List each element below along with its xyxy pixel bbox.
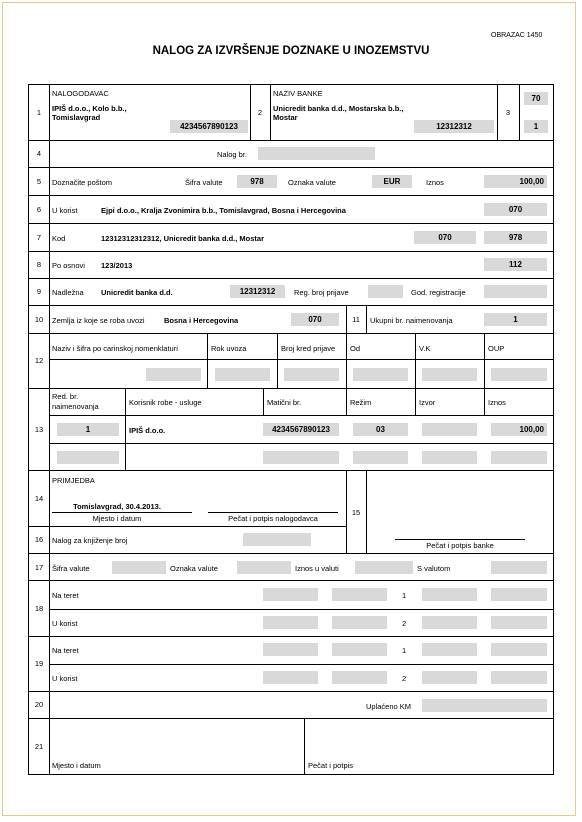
oznaka17-label: Oznaka valute xyxy=(170,564,218,573)
kod-label: Kod xyxy=(52,234,66,243)
knjizenje-label: Nalog za knjiženje broj xyxy=(52,536,128,545)
osnov-code-field[interactable]: 112 xyxy=(484,258,547,271)
mjesto-datum-21-label: Mjesto i datum xyxy=(52,761,101,770)
zemlja-code-field[interactable]: 070 xyxy=(291,313,339,326)
na-teret-19-num: 1 xyxy=(402,646,407,655)
korist-code-field[interactable]: 070 xyxy=(484,203,547,216)
maticni-label: Matični br. xyxy=(267,398,302,407)
izvor-field-2[interactable] xyxy=(422,451,477,464)
box3-bottom-field[interactable]: 1 xyxy=(524,120,548,133)
u-korist-19-field-b[interactable] xyxy=(332,671,387,684)
na-teret-18-field-b[interactable] xyxy=(332,588,387,601)
oznaka-valute-field[interactable]: EUR xyxy=(372,175,412,188)
row-number: 21 xyxy=(34,742,44,751)
korisnik-label: Korisnik robe - usluge xyxy=(129,398,202,407)
row-number: 15 xyxy=(351,508,361,517)
iznos13-field[interactable]: 100,00 xyxy=(491,423,547,436)
red-br-field[interactable]: 1 xyxy=(57,423,119,436)
form-code: OBRAZAC 1450 xyxy=(491,32,543,39)
naziv-sifra-label: Naziv i šifra po carinskoj nomenklaturi xyxy=(52,344,178,353)
osnov-value: 123/2013 xyxy=(101,261,133,270)
maticni-field-2[interactable] xyxy=(263,451,339,464)
uplaceno-field[interactable] xyxy=(422,699,547,712)
nadlezna-label: Nadležna xyxy=(52,288,84,297)
god-registracije-label: God. registracije xyxy=(411,288,466,297)
row-number: 10 xyxy=(34,315,44,324)
ukupni-field[interactable]: 1 xyxy=(484,313,547,326)
row-number: 4 xyxy=(36,149,42,158)
korist-value: Ejpi d.o.o., Kralja Zvonimira b.b., Tomislavgrad, Bosna i Hercegovina xyxy=(101,206,346,215)
row-number: 20 xyxy=(34,700,44,709)
banka-name: Unicredit banka d.d., Mostarska b.b., xyxy=(273,104,404,113)
row-number: 2 xyxy=(257,108,263,117)
u-korist-19-field-d[interactable] xyxy=(491,671,547,684)
zemlja-value: Bosna i Hercegovina xyxy=(164,316,239,325)
rezim-field-2[interactable] xyxy=(353,451,408,464)
maticni-field[interactable]: 4234567890123 xyxy=(263,423,339,436)
row-number: 13 xyxy=(34,425,44,434)
row-number: 19 xyxy=(34,659,44,668)
mjesto-datum-label: Mjesto i datum xyxy=(92,514,142,523)
iznos13-label: Iznos xyxy=(488,398,506,407)
rok-uvoza-field[interactable] xyxy=(215,368,270,381)
osnov-label: Po osnovi xyxy=(52,261,85,270)
na-teret-18-field-c[interactable] xyxy=(422,588,477,601)
iznos17-field[interactable] xyxy=(355,561,413,574)
iznos13-field-2[interactable] xyxy=(491,451,547,464)
naziv-sifra-field[interactable] xyxy=(146,368,201,381)
red-br-field-2[interactable] xyxy=(57,451,119,464)
row-number: 16 xyxy=(34,535,44,544)
u-korist-19-field-a[interactable] xyxy=(263,671,318,684)
u-korist-18-label: U korist xyxy=(52,619,78,628)
uplaceno-label: Uplaćeno KM xyxy=(366,702,412,711)
oup-label: OUP xyxy=(488,344,505,353)
sifra17-field[interactable] xyxy=(112,561,166,574)
row-number: 9 xyxy=(36,287,42,296)
row-number: 8 xyxy=(36,260,42,269)
na-teret-19-label: Na teret xyxy=(52,646,79,655)
korist-label: U korist xyxy=(52,206,78,215)
banka-label: NAZIV BANKE xyxy=(273,89,323,98)
sifra17-label: Šifra valute xyxy=(52,564,90,573)
s-valutom-field[interactable] xyxy=(491,561,547,574)
na-teret-18-num: 1 xyxy=(402,591,407,600)
oup-field[interactable] xyxy=(491,368,547,381)
od-field[interactable] xyxy=(353,368,408,381)
row-number: 17 xyxy=(34,563,44,572)
na-teret-18-field-a[interactable] xyxy=(263,588,318,601)
kod-code2-field[interactable]: 978 xyxy=(484,231,547,244)
knjizenje-field[interactable] xyxy=(243,533,311,546)
box3-top-field[interactable]: 70 xyxy=(524,92,548,105)
rok-uvoza-label: Rok uvoza xyxy=(211,344,247,353)
u-korist-18-num: 2 xyxy=(402,619,407,628)
oznaka-valute-label: Oznaka valute xyxy=(288,178,336,187)
korisnik-value: IPIŠ d.o.o. xyxy=(129,426,166,435)
row-number: 7 xyxy=(36,233,42,242)
u-korist-18-field-d[interactable] xyxy=(491,616,547,629)
sifra-valute-field[interactable]: 978 xyxy=(237,175,277,188)
form-title: NALOG ZA IZVRŠENJE DOZNAKE U INOZEMSTVU xyxy=(152,45,430,57)
nalogodavac-id-field[interactable]: 4234567890123 xyxy=(170,120,248,133)
vk-label: V.K xyxy=(419,344,431,353)
iznos17-label: Iznos u valuti xyxy=(295,564,339,573)
row-number: 5 xyxy=(36,177,42,186)
u-korist-18-field-a[interactable] xyxy=(263,616,318,629)
u-korist-18-field-b[interactable] xyxy=(332,616,387,629)
oznaka17-field[interactable] xyxy=(237,561,291,574)
kred-prijave-label: Broj kred prijave xyxy=(281,344,336,353)
na-teret-19-field-a[interactable] xyxy=(263,643,318,656)
iznos-field[interactable]: 100,00 xyxy=(484,175,547,188)
row-number: 18 xyxy=(34,604,44,613)
u-korist-19-num: 2 xyxy=(402,674,407,683)
pecat-banke-label: Pečat i potpis banke xyxy=(426,541,494,550)
banka-code-field[interactable]: 12312312 xyxy=(414,120,494,133)
row-number: 12 xyxy=(34,356,44,365)
row-number: 11 xyxy=(352,315,360,324)
row-number: 6 xyxy=(36,205,42,214)
na-teret-18-label: Na teret xyxy=(52,591,79,600)
rezim-label: Režim xyxy=(350,398,372,407)
nadlezna-value: Unicredit banka d.d. xyxy=(101,288,173,297)
zemlja-label: Zemlja iz koje se roba uvozi xyxy=(52,316,145,325)
reg-broj-field[interactable] xyxy=(368,285,403,298)
u-korist-19-label: U korist xyxy=(52,674,78,683)
primjedba-label: PRIMJEDBA xyxy=(52,476,95,485)
red-br-label: Red. br. naimenovanja xyxy=(52,392,99,411)
s-valutom-label: S valutom xyxy=(417,564,451,573)
vk-field[interactable] xyxy=(422,368,477,381)
reg-broj-label: Reg. broj prijave xyxy=(294,288,349,297)
sifra-valute-label: Šifra valute xyxy=(185,178,223,187)
kred-prijave-field[interactable] xyxy=(284,368,339,381)
kod-code1-field[interactable]: 070 xyxy=(414,231,476,244)
nalog-field[interactable] xyxy=(258,147,375,160)
nalogodavac-city: Tomislavgrad xyxy=(52,113,101,122)
row-number: 14 xyxy=(34,494,44,503)
nadlezna-code-field[interactable]: 12312312 xyxy=(230,285,285,298)
mjesto-datum-value: Tomislavgrad, 30.4.2013. xyxy=(73,502,161,511)
row-number: 1 xyxy=(36,108,42,117)
u-korist-18-field-c[interactable] xyxy=(422,616,477,629)
banka-city: Mostar xyxy=(273,113,298,122)
nalogodavac-label: NALOGODAVAC xyxy=(52,89,109,98)
row-number: 3 xyxy=(505,108,511,117)
rezim-field[interactable]: 03 xyxy=(353,423,408,436)
posta-label: Doznačite poštom xyxy=(52,178,113,187)
nalogodavac-name: IPIŠ d.o.o., Kolo b.b., xyxy=(52,104,127,113)
pecat-potpis-21-label: Pečat i potpis xyxy=(308,761,354,770)
na-teret-19-field-b[interactable] xyxy=(332,643,387,656)
u-korist-19-field-c[interactable] xyxy=(422,671,477,684)
izvor-label: Izvor xyxy=(419,398,436,407)
pecat-nalogodavca-label: Pečat i potpis nalogodavca xyxy=(228,514,318,523)
od-label: Od xyxy=(350,344,361,353)
nalog-label: Nalog br. xyxy=(217,150,248,159)
na-teret-19-field-c[interactable] xyxy=(422,643,477,656)
ukupni-label: Ukupni br. naimenovanja xyxy=(370,316,453,325)
iznos-label: Iznos xyxy=(426,178,444,187)
god-registracije-field[interactable] xyxy=(484,285,547,298)
na-teret-19-field-d[interactable] xyxy=(491,643,547,656)
izvor-field[interactable] xyxy=(422,423,477,436)
na-teret-18-field-d[interactable] xyxy=(491,588,547,601)
kod-value: 12312312312312, Unicredit banka d.d., Mostar xyxy=(101,234,264,243)
